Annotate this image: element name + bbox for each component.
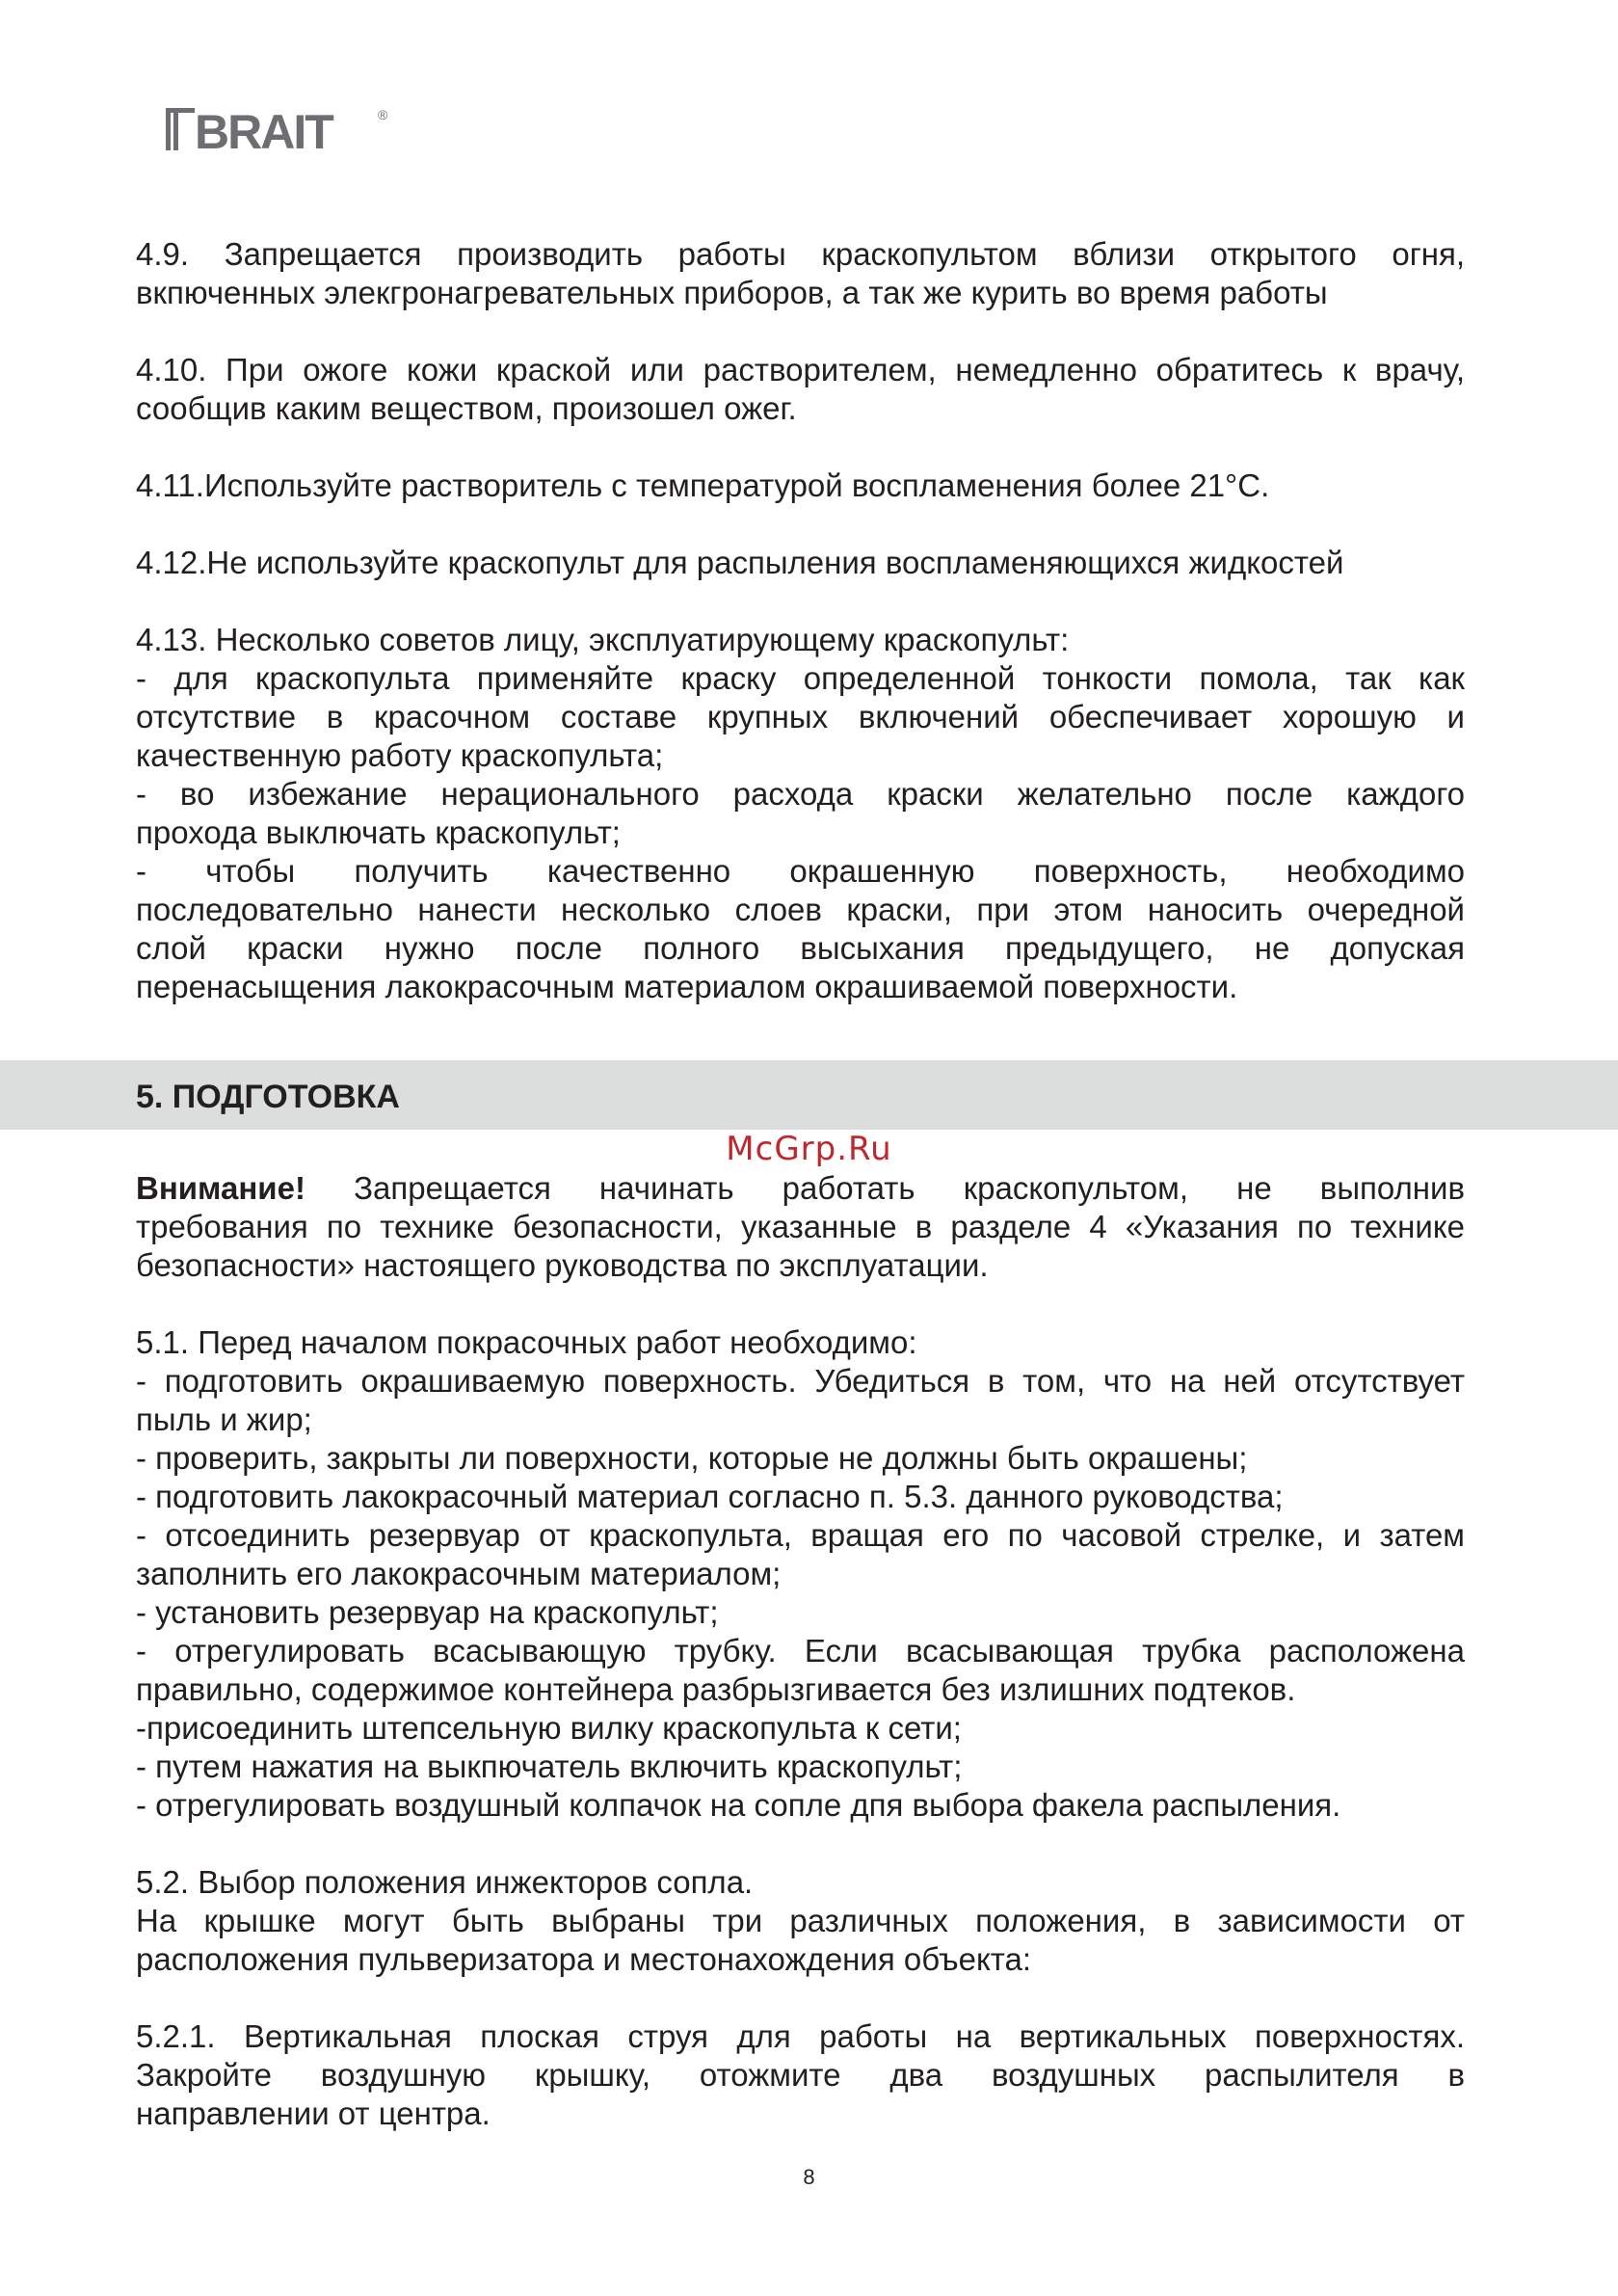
text-line: - установить резервуар на краскопульт; xyxy=(136,1594,719,1630)
paragraph-5-1 xyxy=(136,1323,1465,1825)
paragraph-4-12 xyxy=(136,544,1465,582)
text-line: - для краскопульта применяйте краску определенной тонкости помола, так как xyxy=(136,660,1465,696)
text-line: пыль и жир; xyxy=(136,1402,312,1437)
registered-mark: ® xyxy=(378,107,388,122)
text-line: последовательно нанести несколько слоев краски, при этом наносить очередной xyxy=(136,892,1465,927)
text-line: перенасыщения лакокрасочным материалом окрашиваемой поверхности. xyxy=(136,969,1238,1004)
text-line: 4.12.Не используйте краскопульт для распыления воспламеняющихся жидкостей xyxy=(136,545,1344,580)
warning-paragraph xyxy=(136,1169,1465,1285)
text-line: сообщив каким веществом, произошел ожег. xyxy=(136,390,797,426)
text-line: - путем нажатия на выкпючатель включить краскопульт; xyxy=(136,1749,963,1784)
text-line: правильно, содержимое контейнера разбрызгивается без излишних подтеков. xyxy=(136,1671,1296,1707)
paragraph-4-13 xyxy=(136,621,1465,1006)
text-line xyxy=(136,1169,1465,1208)
watermark-text: McGrp.Ru xyxy=(726,1130,892,1168)
page-number: 8 xyxy=(803,2165,815,2189)
text-line: - подготовить окрашиваемую поверхность. Убедиться в том, что на ней отсутствует xyxy=(136,1363,1465,1399)
brait-logo-icon xyxy=(164,100,395,158)
text-line: заполнить его лакокрасочным материалом; xyxy=(136,1556,782,1591)
text-line: - чтобы получить качественно окрашенную поверхность, необходимо xyxy=(136,853,1465,889)
text-line: расположения пульверизатора и местонахождения объекта: xyxy=(136,1941,1032,1977)
text-line: - во избежание нерационального расхода краски желательно после каждого xyxy=(136,776,1465,812)
text-line: Закройте воздушную крышку, отожмите два воздушных распылителя в xyxy=(136,2057,1465,2093)
section-title: 5. ПОДГОТОВКА xyxy=(136,1079,400,1115)
text-line: требования по технике безопасности, указанные в разделе 4 «Указания по технике xyxy=(136,1209,1465,1244)
paragraph-5-2-1 xyxy=(136,2017,1465,2133)
text-line: - отрегулировать всасывающую трубку. Если всасывающая трубка расположена xyxy=(136,1633,1465,1669)
warning-text: Запрещается начинать работать краскопультом, не выполнив xyxy=(305,1170,1465,1206)
text-line: 4.9. Запрещается производить работы краскопультом вблизи открытого огня, xyxy=(136,236,1465,272)
warning-label: Внимание! xyxy=(136,1170,305,1206)
text-line: безопасности» настоящего руководства по эксплуатации. xyxy=(136,1247,989,1283)
text-line: 5.2.1. Вертикальная плоская струя для работы на вертикальных поверхностях. xyxy=(136,2018,1465,2054)
paragraph-4-10 xyxy=(136,351,1465,428)
text-line: -присоединить штепсельную вилку краскопульта к сети; xyxy=(136,1710,962,1746)
text-line: вкпюченных элекгронагревательных приборов, а так же курить во время работы xyxy=(136,275,1328,310)
paragraph-4-9 xyxy=(136,235,1465,312)
text-line: - отрегулировать воздушный колпачок на сопле дпя выбора факела распыления. xyxy=(136,1787,1341,1823)
text-line: 4.11.Используйте растворитель с температурой воспламенения более 21°С. xyxy=(136,467,1270,503)
text-line: 4.10. При ожоге кожи краской или растворителем, немедленно обратитесь к врачу, xyxy=(136,352,1465,387)
brand-logo xyxy=(164,100,395,158)
text-line: прохода выключать краскопульт; xyxy=(136,814,621,850)
text-line: 5.1. Перед началом покрасочных работ необходимо: xyxy=(136,1324,917,1360)
text-line: направлении от центра. xyxy=(136,2096,491,2131)
text-line: 5.2. Выбор положения инжекторов сопла. xyxy=(136,1864,754,1900)
text-line: слой краски нужно после полного высыхания предыдущего, не допуская xyxy=(136,930,1465,966)
text-line: - отсоединить резервуар от краскопульта, вращая его по часовой стрелке, и затем xyxy=(136,1517,1465,1553)
text-line: качественную работу краскопульта; xyxy=(136,737,664,773)
paragraph-4-11 xyxy=(136,467,1465,505)
text-line: - проверить, закрыты ли поверхности, которые не должны быть окрашены; xyxy=(136,1440,1248,1476)
logo-text: BRAIT xyxy=(195,105,332,158)
text-line: отсутствие в красочном составе крупных включений обеспечивает хорошую и xyxy=(136,699,1465,734)
paragraph-5-2 xyxy=(136,1863,1465,1979)
text-line: - подготовить лакокрасочный материал согласно п. 5.3. данного руководства; xyxy=(136,1479,1284,1514)
text-line: 4.13. Несколько советов лицу, эксплуатирующему краскопульт: xyxy=(136,622,1070,657)
text-line: На крышке могут быть выбраны три различных положения, в зависимости от xyxy=(136,1903,1465,1938)
